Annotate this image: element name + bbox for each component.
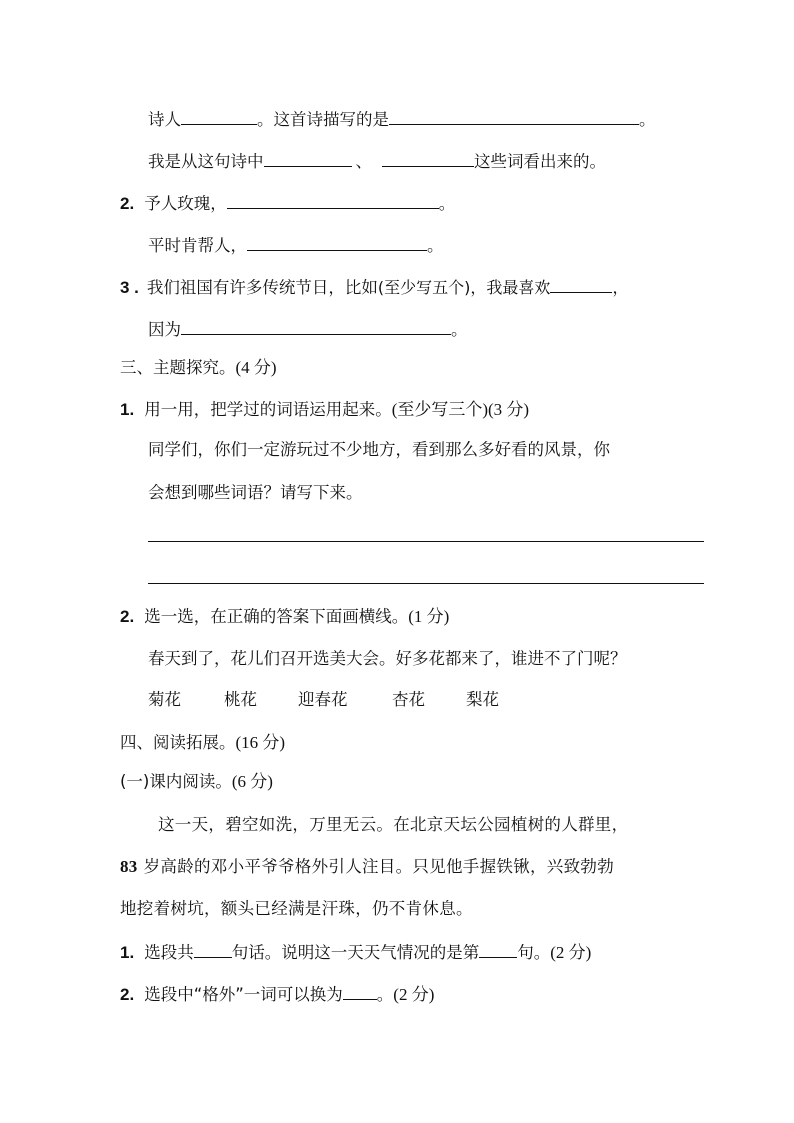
helping-blank[interactable] bbox=[247, 232, 427, 251]
choice-0[interactable]: 菊花 bbox=[148, 690, 181, 709]
question-3-festivals: 3 . 我们祖国有许多传统节日，比如(至少写五个)，我最喜欢 ， bbox=[120, 274, 629, 298]
choice-4[interactable]: 梨花 bbox=[466, 690, 499, 709]
question-2-roses: 2. 予人玫瑰， 。 bbox=[120, 190, 455, 214]
poem-words-line: 我是从这句诗中 、 这些词看出来的。 bbox=[148, 148, 606, 172]
reading-passage-line-3: 地挖着树坑，额头已经满是汗珠，仍不肯休息。 bbox=[120, 899, 473, 918]
choice-2[interactable]: 迎春花 bbox=[298, 690, 348, 709]
weather-sentence-blank[interactable] bbox=[479, 939, 517, 958]
choice-1[interactable]: 桃花 bbox=[224, 690, 257, 709]
poem-word-blank-1[interactable] bbox=[264, 148, 352, 167]
answer-line-1[interactable] bbox=[148, 541, 704, 542]
reading-question-1: 1. 选段共 句话。说明这一天天气情况的是第 句。(2 分) bbox=[120, 939, 591, 963]
poem-word-blank-2[interactable] bbox=[382, 148, 474, 167]
reading-part-1-heading: (一)课内阅读。(6 分) bbox=[120, 772, 273, 791]
reading-passage-line-2: 83 岁高龄的邓小平爷爷格外引人注目。只见他手握铁锹，兴致勃勃 bbox=[120, 857, 615, 876]
reading-passage-line-1: 这一天，碧空如洗，万里无云。在北京天坛公园植树的人群里， bbox=[158, 815, 629, 834]
poem-answer-line: 诗人 。这首诗描写的是 。 bbox=[148, 106, 656, 130]
section-3-heading: 三、主题探究。(4 分) bbox=[120, 358, 277, 377]
section-3-question-1: 1. 用一用，把学过的词语运用起来。(至少写三个)(3 分) bbox=[120, 400, 530, 419]
poem-description-blank[interactable] bbox=[389, 106, 639, 125]
answer-line-2[interactable] bbox=[148, 583, 704, 584]
section-3-question-2: 2. 选一选，在正确的答案下面画横线。(1 分) bbox=[120, 607, 450, 626]
helping-line: 平时肯帮人， 。 bbox=[148, 232, 444, 256]
roses-blank[interactable] bbox=[227, 190, 439, 209]
synonym-blank[interactable] bbox=[343, 981, 377, 1000]
reading-question-2: 2. 选段中“格外”一词可以换为 。(2 分) bbox=[120, 981, 434, 1005]
reason-blank[interactable] bbox=[181, 316, 451, 335]
question-2-prompt: 春天到了，花儿们召开选美大会。好多花都来了，谁进不了门呢？ bbox=[148, 649, 627, 668]
favorite-festival-blank[interactable] bbox=[550, 274, 612, 293]
section-4-heading: 四、阅读拓展。(16 分) bbox=[120, 733, 286, 752]
choice-3[interactable]: 杏花 bbox=[392, 690, 425, 709]
reason-line: 因为 。 bbox=[148, 316, 468, 340]
question-1-prompt-1: 同学们，你们一定游玩过不少地方，看到那么多好看的风景，你 bbox=[148, 440, 610, 459]
question-1-prompt-2: 会想到哪些词语？请写下来。 bbox=[148, 483, 363, 502]
sentence-count-blank[interactable] bbox=[194, 939, 232, 958]
poet-blank[interactable] bbox=[181, 106, 257, 125]
